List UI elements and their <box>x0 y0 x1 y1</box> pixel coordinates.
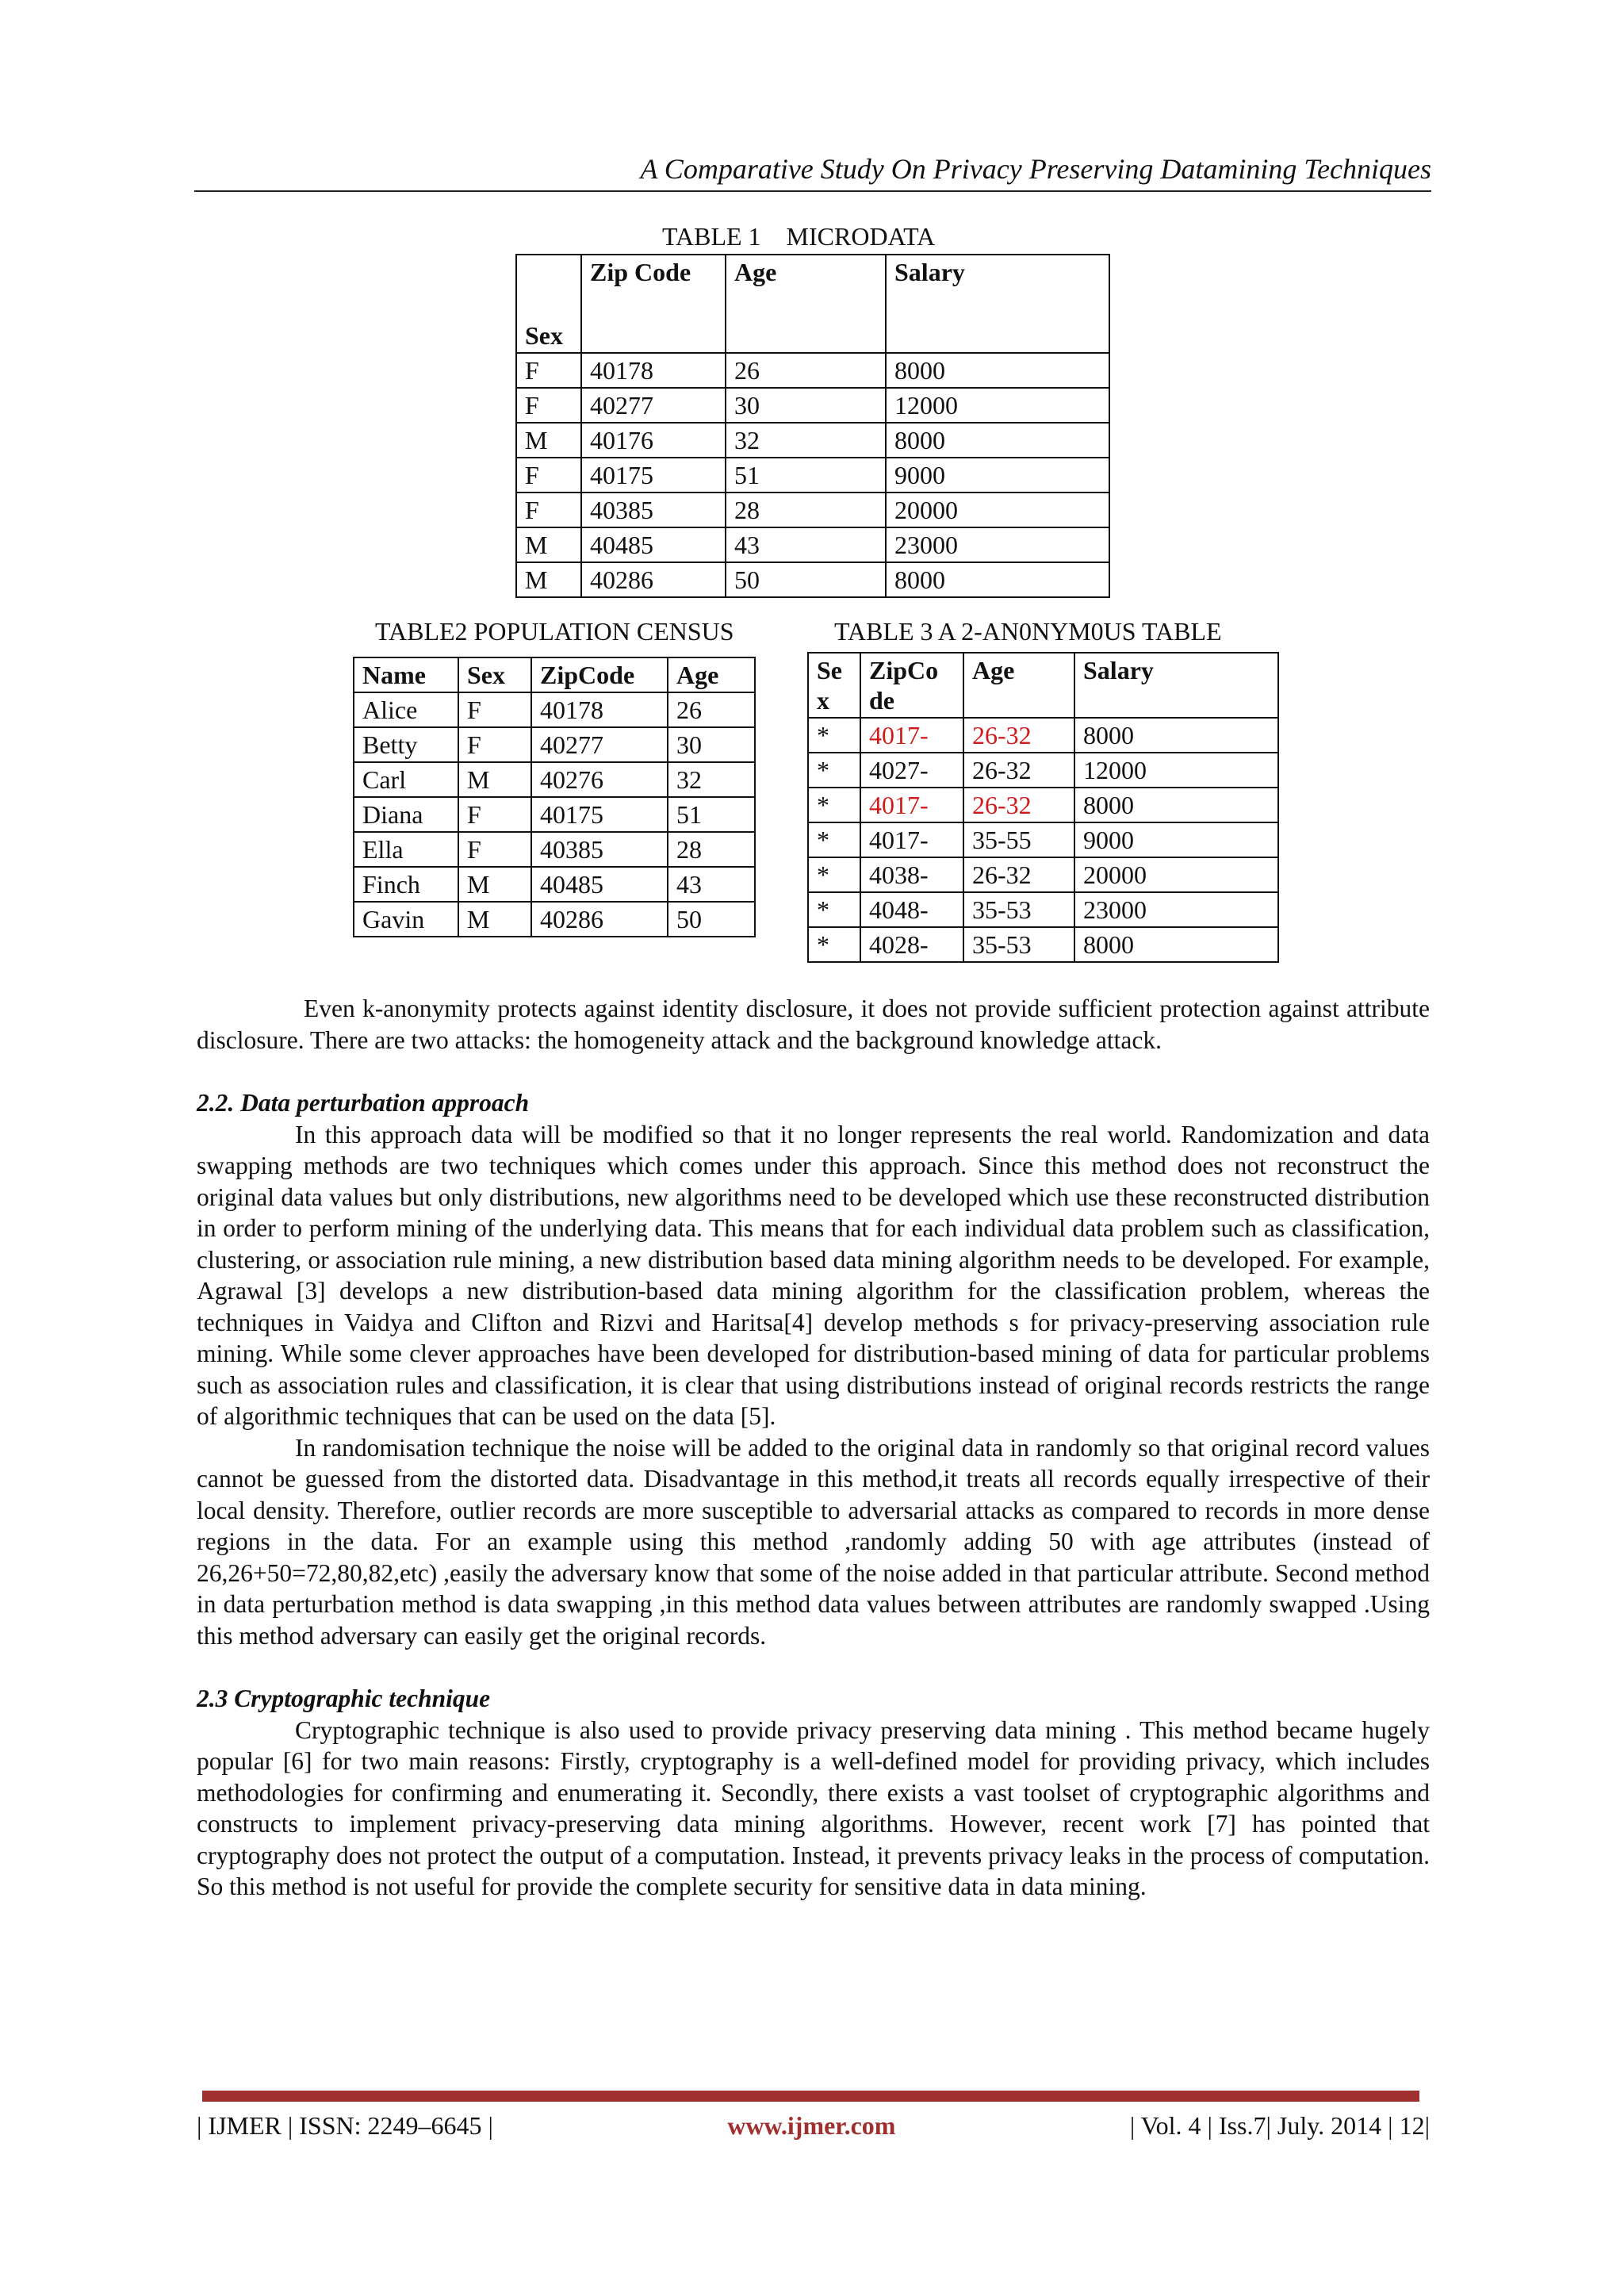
table-cell: 28 <box>726 493 886 527</box>
table-cell: * <box>808 753 860 788</box>
paragraph-cryptographic: Cryptographic technique is also used to provide privacy preserving data mining . This method became hugely popular [6] for two main reasons: Firstly, cryptography is a well-defined model for providing privacy, which includes methodologies for confirming and enumerating it. Secondly, there exists a vast toolset of cryptographic algorithms and constructs to implement privacy-preserving data mining algorithms. However, recent work [7] has pointed that cryptography does not protect the output of a computation. Instead, it prevents privacy leaks in the process of computation. So this method is not useful for provide the complete security for sensitive data in data mining. <box>197 1715 1430 1900</box>
table-row <box>516 458 1109 493</box>
table1-header-age: Age <box>726 255 886 353</box>
table-cell: F <box>458 797 531 832</box>
table-cell: 8000 <box>1074 927 1278 962</box>
table-row <box>516 527 1109 562</box>
table3-header-zip: ZipCo de <box>860 653 963 718</box>
table2-header-zip: ZipCode <box>531 657 668 692</box>
table2-header-age: Age <box>668 657 755 692</box>
table-cell: 23000 <box>1074 892 1278 927</box>
table-row <box>354 797 755 832</box>
table3-header-salary: Salary <box>1074 653 1278 718</box>
table3-2-anonymous <box>807 652 1279 963</box>
table-cell: 40276 <box>531 762 668 797</box>
table-row <box>354 727 755 762</box>
table-cell: 9000 <box>1074 822 1278 857</box>
table-cell: Gavin <box>354 902 458 937</box>
table-header-row <box>516 255 1109 353</box>
table-cell: F <box>516 493 581 527</box>
table-cell: 50 <box>726 562 886 597</box>
table-cell: 26-32 <box>963 857 1074 892</box>
table-cell: 35-53 <box>963 892 1074 927</box>
table-cell: F <box>458 727 531 762</box>
table3-header-age: Age <box>963 653 1074 718</box>
table-cell: 30 <box>668 727 755 762</box>
table1-header-zip: Zip Code <box>581 255 726 353</box>
table-row <box>808 753 1278 788</box>
table3-header-sex: Se x <box>808 653 860 718</box>
table-cell: 8000 <box>1074 788 1278 822</box>
table-cell: 32 <box>668 762 755 797</box>
table-cell: * <box>808 718 860 753</box>
table-cell: * <box>808 857 860 892</box>
body-text <box>197 993 1430 1903</box>
footer <box>197 2111 1430 2141</box>
table-row <box>354 867 755 902</box>
table-row <box>808 718 1278 753</box>
table-header-row <box>354 657 755 692</box>
table-cell: 8000 <box>886 562 1109 597</box>
table1-microdata <box>515 254 1110 598</box>
table-cell: 40277 <box>531 727 668 762</box>
table-row <box>808 822 1278 857</box>
running-head: A Comparative Study On Privacy Preserving Datamining Techniques <box>194 152 1431 192</box>
table-cell: * <box>808 788 860 822</box>
table-cell: F <box>458 692 531 727</box>
table-row <box>354 692 755 727</box>
table2-header-name: Name <box>354 657 458 692</box>
table-cell: 4017- <box>860 788 963 822</box>
table2-population-census <box>353 657 756 937</box>
table-cell: 4048- <box>860 892 963 927</box>
table-cell: F <box>458 832 531 867</box>
table1-header-sex: Sex <box>516 255 581 353</box>
table-cell: 4017- <box>860 822 963 857</box>
table-row <box>516 493 1109 527</box>
table-cell: 35-53 <box>963 927 1074 962</box>
table-cell: 12000 <box>886 388 1109 423</box>
table-row <box>808 857 1278 892</box>
table-cell: 8000 <box>1074 718 1278 753</box>
paragraph-k-anonymity: Even k-anonymity protects against identity disclosure, it does not provide sufficient protection against attribute disclosure. There are two attacks: the homogeneity attack and the background knowledge attack. <box>197 995 1430 1054</box>
table-cell: 23000 <box>886 527 1109 562</box>
table-cell: Betty <box>354 727 458 762</box>
table2-caption: TABLE2 POPULATION CENSUS <box>375 617 734 646</box>
table-cell: 26 <box>726 353 886 388</box>
section-heading-2-3: 2.3 Cryptographic technique <box>197 1685 491 1712</box>
table-cell: 4017- <box>860 718 963 753</box>
table-row <box>354 762 755 797</box>
table-cell: 12000 <box>1074 753 1278 788</box>
table-cell: 4038- <box>860 857 963 892</box>
table-row <box>808 788 1278 822</box>
table-cell: F <box>516 388 581 423</box>
table-cell: 40385 <box>531 832 668 867</box>
table2-header-sex: Sex <box>458 657 531 692</box>
table-cell: 28 <box>668 832 755 867</box>
paragraph-perturbation: In this approach data will be modified so that it no longer represents the real world. Randomization and data swapping methods are two techniques which comes under this approach. Since this method does not reconstruct the original data values but only distributions, new algorithms need to be developed which use these reconstructed distribution in order to perform mining of the underlying data. This means that for each individual data problem such as classification, clustering, or association rule mining, a new distribution based data mining algorithm needs to be developed. For example, Agrawal [3] develops a new distribution-based data mining algorithm for the classification problem, whereas the techniques in Vaidya and Clifton and Rizvi and Haritsa[4] develop methods s for privacy-preserving association rule mining. While some clever approaches have been developed for distribution-based mining of data for particular problems such as association rules and classification, it is clear that using distributions instead of original records restricts the range of algorithmic techniques that can be used on the data [5]. <box>197 1120 1430 1430</box>
table-cell: M <box>516 527 581 562</box>
table-row <box>516 562 1109 597</box>
table-cell: 51 <box>668 797 755 832</box>
table-cell: 50 <box>668 902 755 937</box>
table-cell: Alice <box>354 692 458 727</box>
table-cell: 40286 <box>581 562 726 597</box>
table-cell: 40485 <box>531 867 668 902</box>
table-row <box>516 423 1109 458</box>
table-cell: 51 <box>726 458 886 493</box>
footer-volume: | Vol. 4 | Iss.7| July. 2014 | 12| <box>1129 2111 1430 2140</box>
table-cell: 40178 <box>531 692 668 727</box>
table-cell: Carl <box>354 762 458 797</box>
footer-url[interactable]: www.ijmer.com <box>727 2111 896 2140</box>
table-cell: 8000 <box>886 353 1109 388</box>
table-cell: 4027- <box>860 753 963 788</box>
section-heading-2-2: 2.2. Data perturbation approach <box>197 1089 530 1117</box>
table-row <box>808 892 1278 927</box>
table1-header-salary: Salary <box>886 255 1109 353</box>
table-cell: Ella <box>354 832 458 867</box>
table-row <box>808 927 1278 962</box>
table-row <box>354 902 755 937</box>
table-header-row <box>808 653 1278 718</box>
table-cell: M <box>516 423 581 458</box>
table-cell: Diana <box>354 797 458 832</box>
table-cell: 43 <box>726 527 886 562</box>
table-cell: F <box>516 353 581 388</box>
table-cell: 40485 <box>581 527 726 562</box>
table-cell: M <box>516 562 581 597</box>
table-cell: 30 <box>726 388 886 423</box>
table3-caption: TABLE 3 A 2-AN0NYM0US TABLE <box>834 617 1222 646</box>
table-cell: F <box>516 458 581 493</box>
table-cell: 26-32 <box>963 718 1074 753</box>
table-cell: M <box>458 867 531 902</box>
table-cell: 8000 <box>886 423 1109 458</box>
table-cell: 40175 <box>581 458 726 493</box>
table-cell: 43 <box>668 867 755 902</box>
table-cell: 32 <box>726 423 886 458</box>
table-cell: 40175 <box>531 797 668 832</box>
table-cell: * <box>808 822 860 857</box>
table-cell: 40178 <box>581 353 726 388</box>
table-cell: M <box>458 902 531 937</box>
table-cell: M <box>458 762 531 797</box>
table-cell: 20000 <box>886 493 1109 527</box>
table-cell: 40286 <box>531 902 668 937</box>
table-row <box>354 832 755 867</box>
table-cell: * <box>808 892 860 927</box>
table1-caption: TABLE 1 MICRODATA <box>662 222 936 251</box>
footer-bar <box>202 2091 1419 2102</box>
table-cell: 35-55 <box>963 822 1074 857</box>
table-cell: 40176 <box>581 423 726 458</box>
table-cell: Finch <box>354 867 458 902</box>
table-cell: 9000 <box>886 458 1109 493</box>
table-row <box>516 353 1109 388</box>
table-cell: 26-32 <box>963 788 1074 822</box>
table-cell: 20000 <box>1074 857 1278 892</box>
footer-journal: | IJMER | ISSN: 2249–6645 | <box>197 2111 493 2140</box>
paragraph-randomisation: In randomisation technique the noise will be added to the original data in randomly so that original record values cannot be guessed from the distorted data. Disadvantage in this method,it treats all records equally irrespective of their local density. Therefore, outlier records are more susceptible to adversarial attacks as compared to records in more dense regions in the data. For an example using this method ,randomly adding 50 with age attributes (instead of 26,26+50=72,80,82,etc) ,easily the adversary know that some of the noise added in that particular attribute. Second method in data perturbation method is data swapping ,in this method data values between attributes are randomly swapped .Using this method adversary can easily get the original records. <box>197 1433 1430 1650</box>
table-row <box>516 388 1109 423</box>
table-cell: 26-32 <box>963 753 1074 788</box>
table-cell: 40385 <box>581 493 726 527</box>
table-cell: 26 <box>668 692 755 727</box>
table-cell: 4028- <box>860 927 963 962</box>
table-cell: 40277 <box>581 388 726 423</box>
table-cell: * <box>808 927 860 962</box>
